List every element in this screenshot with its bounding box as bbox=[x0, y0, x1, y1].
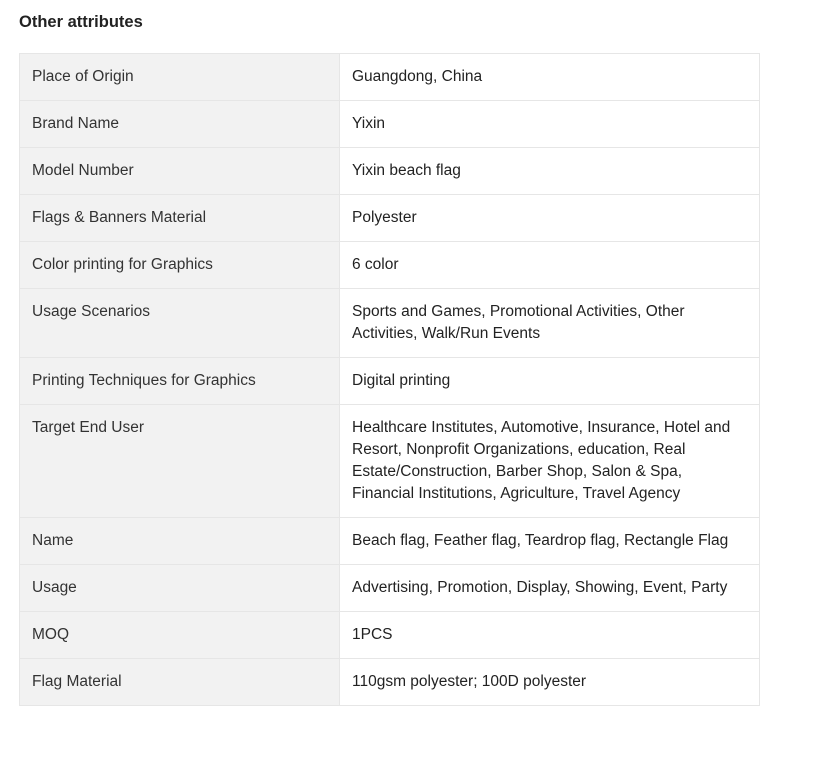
table-row bbox=[20, 54, 760, 101]
attribute-value: Beach flag, Feather flag, Teardrop flag, Rectangle Flag bbox=[340, 518, 760, 565]
table-row bbox=[20, 659, 760, 706]
attribute-key: Place of Origin bbox=[20, 54, 340, 101]
table-row bbox=[20, 289, 760, 358]
table-row bbox=[20, 565, 760, 612]
section-title: Other attributes bbox=[19, 13, 143, 31]
attribute-value: Polyester bbox=[340, 195, 760, 242]
attribute-value: Advertising, Promotion, Display, Showing, Event, Party bbox=[340, 565, 760, 612]
attribute-value: 6 color bbox=[340, 242, 760, 289]
table-row bbox=[20, 195, 760, 242]
attribute-key: Flags & Banners Material bbox=[20, 195, 340, 242]
attribute-key: Model Number bbox=[20, 148, 340, 195]
attribute-key: Usage bbox=[20, 565, 340, 612]
table-row bbox=[20, 405, 760, 518]
attribute-key: Flag Material bbox=[20, 659, 340, 706]
attribute-value: Yixin bbox=[340, 101, 760, 148]
attribute-value: Digital printing bbox=[340, 358, 760, 405]
attribute-value: 110gsm polyester; 100D polyester bbox=[340, 659, 760, 706]
attribute-value: Yixin beach flag bbox=[340, 148, 760, 195]
attribute-value: Sports and Games, Promotional Activities, Other Activities, Walk/Run Events bbox=[340, 289, 760, 358]
attribute-key: Color printing for Graphics bbox=[20, 242, 340, 289]
table-row bbox=[20, 358, 760, 405]
attribute-value: Healthcare Institutes, Automotive, Insurance, Hotel and Resort, Nonprofit Organizations, education, Real Estate/Construction, Barber Shop, Salon & Spa, Financial Institutions, Agriculture, Travel Agency bbox=[340, 405, 760, 518]
attribute-key: Name bbox=[20, 518, 340, 565]
attributes-table bbox=[19, 53, 760, 706]
attribute-key: Target End User bbox=[20, 405, 340, 518]
attribute-key: MOQ bbox=[20, 612, 340, 659]
table-row bbox=[20, 148, 760, 195]
table-row bbox=[20, 242, 760, 289]
attribute-key: Brand Name bbox=[20, 101, 340, 148]
attribute-value: 1PCS bbox=[340, 612, 760, 659]
table-row bbox=[20, 612, 760, 659]
table-row bbox=[20, 101, 760, 148]
attribute-value: Guangdong, China bbox=[340, 54, 760, 101]
attribute-key: Usage Scenarios bbox=[20, 289, 340, 358]
attribute-key: Printing Techniques for Graphics bbox=[20, 358, 340, 405]
table-row bbox=[20, 518, 760, 565]
